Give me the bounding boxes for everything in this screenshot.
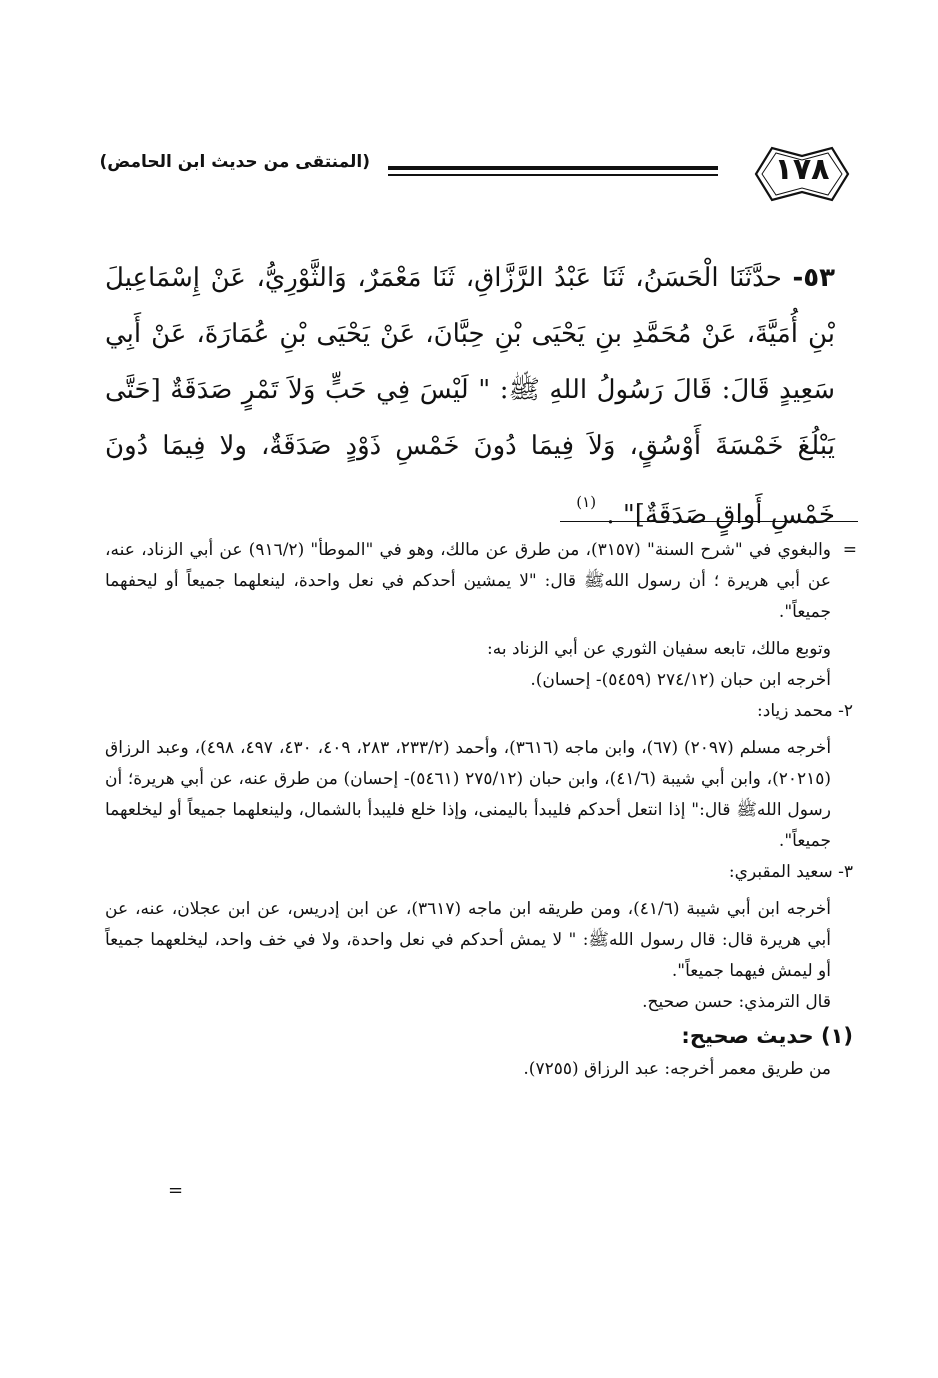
hadith-text-block bbox=[105, 250, 835, 543]
footnote-heading: (١) حديث صحيح: bbox=[681, 1024, 853, 1048]
header-rule bbox=[388, 166, 718, 176]
continued-mark: = bbox=[168, 1180, 184, 1201]
footnote-text: والبغوي في "شرح السنة" (٣١٥٧)، من طرق عن مالك، وهو في "الموطأ" (٩١٦/٢) عن أبي الزناد، عنه، عن أبي هريرة ؛ أن رسول اللهﷺ قال: "لا يمشين أحدكم في نعل واحدة، لينعلهما جميعاً أو ليحفهما جميعاً". bbox=[105, 540, 831, 622]
footnote-reference: (١) bbox=[576, 493, 597, 511]
hadith-number: ٥٣- bbox=[792, 263, 836, 293]
page-number: ١٧٨ bbox=[774, 152, 830, 187]
footnote-paragraph: قال الترمذي: حسن صحيح. bbox=[642, 992, 831, 1012]
running-title: (المنتقى من حديث ابن الحامض) bbox=[99, 152, 370, 172]
hadith-body: حدَّثَنَا الْحَسَنُ، ثَنَا عَبْدُ الرَّزَّاقِ، ثَنَا مَعْمَرٌ، وَالثَّوْرِيُّ، عَنْ إِسْمَاعِيلَ بْنِ أُمَيَّةَ، عَنْ مُحَمَّدِ بنِ يَحْيَى بْنِ حِبَّانَ، عَنْ يَحْيَى بْنِ عُمَارَةَ، عَنْ أَبِي سَعِيدٍ قَالَ: قَالَ رَسُولُ اللهِ ﷺ: " لَيْسَ فِي حَبٍّ وَلاَ تَمْرٍ صَدَقَةٌ [حَتَّى يَبْلُغَ خَمْسَةَ أَوْسُقٍ، وَلاَ فِيمَا دُونَ خَمْسِ ذَوْدٍ صَدَقَةٌ، ولا فِيمَا دُونَ خَمْسِ أَواقٍ صَدَقَةٌ]" . bbox=[105, 263, 835, 530]
footnote-paragraph: أخرجه مسلم (٢٠٩٧) (٦٧)، وابن ماجه (٣٦١٦)، وأحمد (٢٣٣/٢، ٢٨٣، ٤٠٩، ٤٣٠، ٤٩٧، ٤٩٨)، وعبد الرزاق (٢٠٢١٥)، وابن أبي شيبة (٤١/٦)، وابن حبان (٢٧٥/١٢ (٥٤٦١)- إحسان) من طرق عنه، عن أبي هريرة؛ أن رسول اللهﷺ قال:" إذا انتعل أحدكم فليبدأ باليمنى، وإذا خلع فليبدأ بالشمال، ولينعلهما جميعاً أو ليخلعهما جميعاً". bbox=[105, 738, 832, 851]
page-number-badge bbox=[742, 140, 862, 208]
footnotes-block bbox=[105, 535, 857, 1085]
continuation-mark: = bbox=[842, 540, 857, 560]
footnote-separator bbox=[560, 521, 858, 522]
footnote-subheading: ٣- سعيد المقبري: bbox=[728, 862, 853, 882]
footnote-paragraph: أخرجه ابن أبي شيبة (٤١/٦)، ومن طريقه ابن ماجه (٣٦١٧)، عن ابن إدريس، عن ابن عجلان، عنه، عن أبي هريرة قال: قال رسول اللهﷺ: " لا يمش أحدكم في نعل واحدة، ولا في خف واحد، ليخلعهما جميعاً أو ليمش فيهما جميعاً". bbox=[105, 899, 832, 981]
footnote-subheading: ٢- محمد زياد: bbox=[757, 701, 853, 721]
footnote-paragraph bbox=[105, 535, 857, 628]
footnote-paragraph: وتوبع مالك، تابعه سفيان الثوري عن أبي الزناد به: bbox=[487, 639, 831, 659]
footnote-paragraph: من طريق معمر أخرجه: عبد الرزاق (٧٢٥٥). bbox=[523, 1059, 831, 1079]
footnote-paragraph: أخرجه ابن حبان (٢٧٤/١٢ (٥٤٥٩)- إحسان). bbox=[530, 670, 831, 690]
